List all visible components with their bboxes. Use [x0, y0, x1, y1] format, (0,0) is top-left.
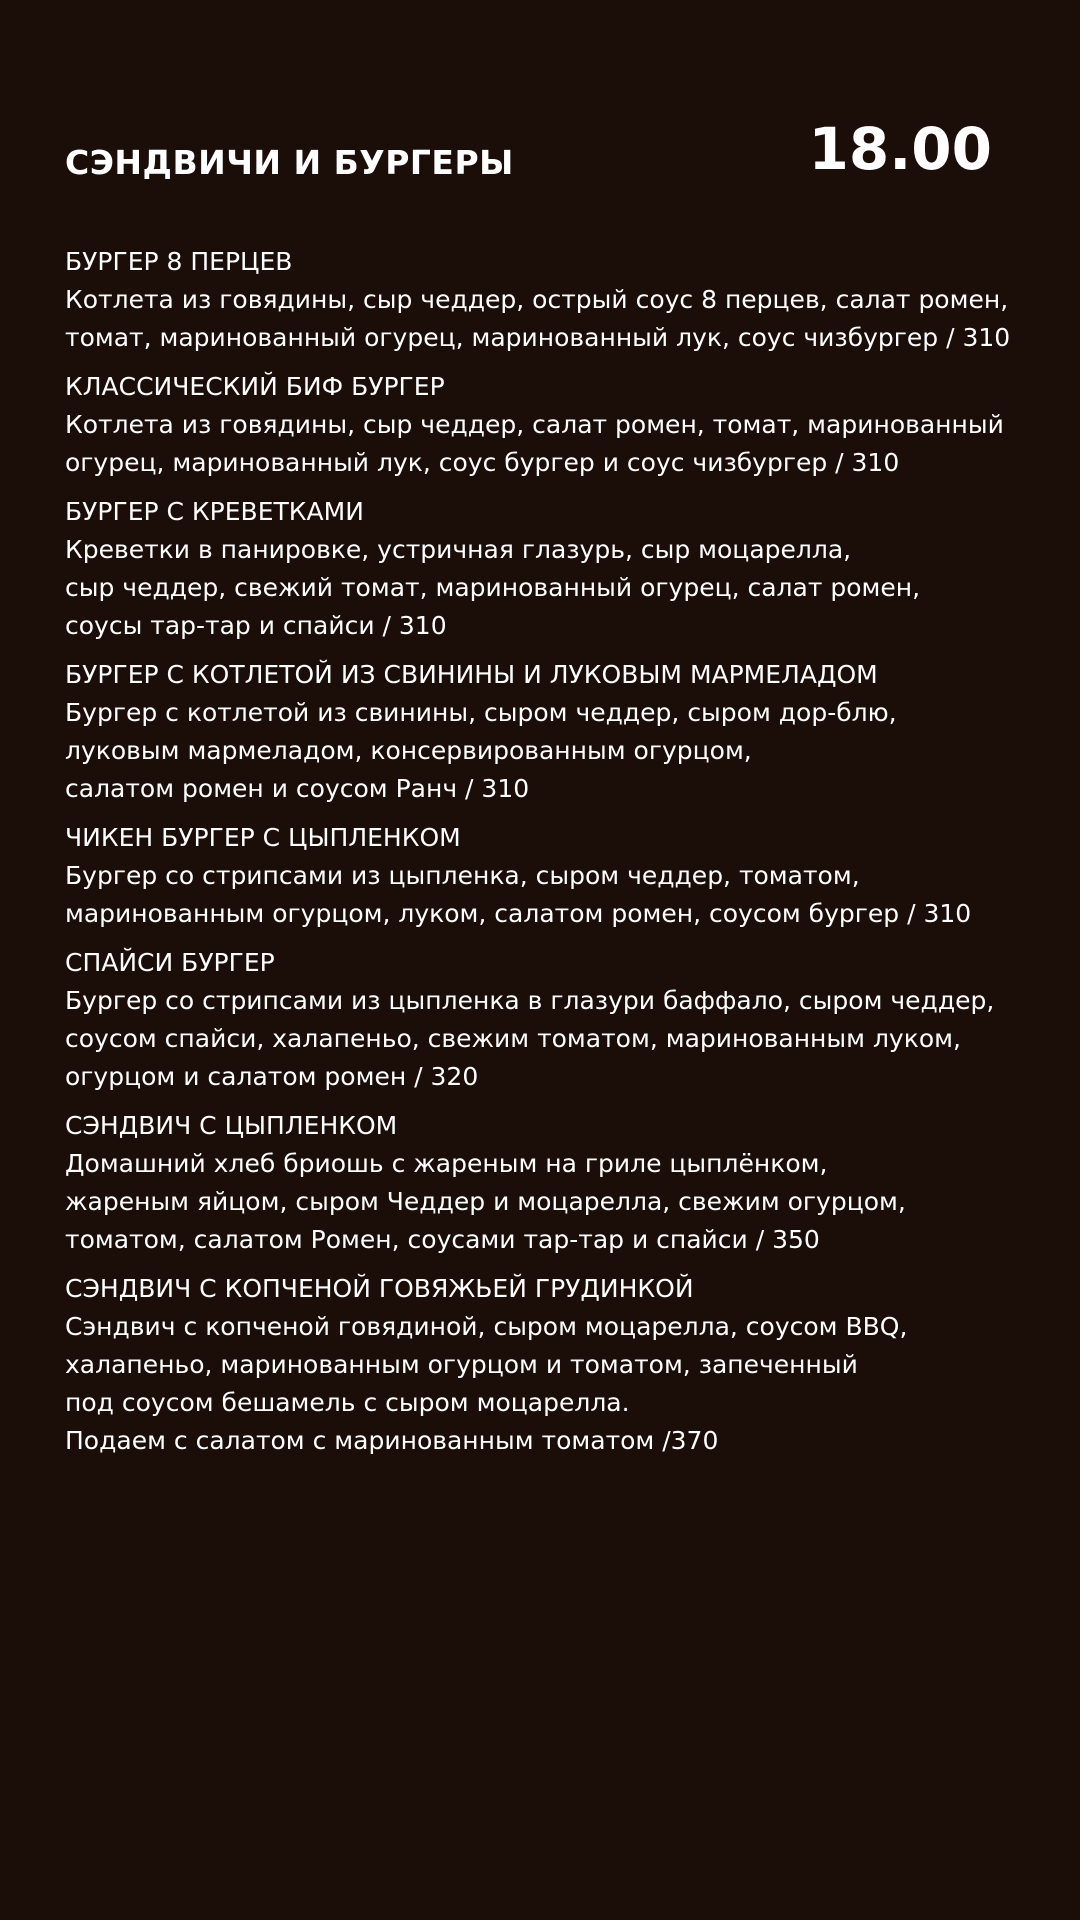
description-line: соусы тар-тар и спайси / 310: [65, 611, 447, 640]
description-line: Котлета из говядины, сыр чеддер, острый соус 8 перцев, салат ромен,: [65, 285, 1009, 314]
description-line: луковым мармеладом, консервированным огурцом,: [65, 736, 752, 765]
description-line: томатом, салатом Ромен, соусами тар-тар и спайси / 350: [65, 1225, 820, 1254]
menu-item-name: ЧИКЕН БУРГЕР С ЦЫПЛЕНКОМ: [65, 823, 461, 852]
menu-item: [65, 1270, 1025, 1460]
section-time: 18.00: [808, 115, 992, 183]
description-line: огурцом и салатом ромен / 320: [65, 1062, 479, 1091]
description-line: халапеньо, маринованным огурцом и томатом, запеченный: [65, 1350, 858, 1379]
menu-item-name: КЛАССИЧЕСКИЙ БИФ БУРГЕР: [65, 372, 445, 401]
description-line: Подаем с салатом с маринованным томатом /370: [65, 1426, 719, 1455]
menu-item-description: [65, 694, 1025, 808]
description-line: Домашний хлеб бриошь с жареным на гриле цыплёнком,: [65, 1149, 828, 1178]
menu-list: [65, 243, 1025, 1471]
description-line: сыр чеддер, свежий томат, маринованный огурец, салат ромен,: [65, 573, 921, 602]
description-line: Сэндвич с копченой говядиной, сыром моцарелла, соусом BBQ,: [65, 1312, 908, 1341]
description-line: огурец, маринованный лук, соус бургер и соус чизбургер / 310: [65, 448, 900, 477]
description-line: Котлета из говядины, сыр чеддер, салат ромен, томат, маринованный: [65, 410, 1004, 439]
menu-item: [65, 493, 1025, 645]
description-line: Креветки в панировке, устричная глазурь, сыр моцарелла,: [65, 535, 852, 564]
menu-item-name: СЭНДВИЧ С ЦЫПЛЕНКОМ: [65, 1111, 398, 1140]
menu-item: [65, 368, 1025, 482]
menu-header: [65, 115, 992, 200]
menu-item: [65, 656, 1025, 808]
description-line: Бургер с котлетой из свинины, сыром чеддер, сыром дор-блю,: [65, 698, 897, 727]
description-line: жареным яйцом, сыром Чеддер и моцарелла, свежим огурцом,: [65, 1187, 906, 1216]
description-line: Бургер со стрипсами из цыпленка в глазури баффало, сыром чеддер,: [65, 986, 995, 1015]
description-line: соусом спайси, халапеньо, свежим томатом, маринованным луком,: [65, 1024, 961, 1053]
menu-item-name: БУРГЕР 8 ПЕРЦЕВ: [65, 247, 293, 276]
menu-item: [65, 1107, 1025, 1259]
menu-item-name: СЭНДВИЧ С КОПЧЕНОЙ ГОВЯЖЬЕЙ ГРУДИНКОЙ: [65, 1274, 694, 1303]
menu-item-name: БУРГЕР С КОТЛЕТОЙ ИЗ СВИНИНЫ И ЛУКОВЫМ МАРМЕЛАДОМ: [65, 660, 878, 689]
description-line: маринованным огурцом, луком, салатом ромен, соусом бургер / 310: [65, 899, 972, 928]
menu-item-description: [65, 1308, 1025, 1460]
section-title: СЭНДВИЧИ И БУРГЕРЫ: [65, 143, 514, 182]
menu-item: [65, 243, 1025, 357]
menu-item-description: [65, 1145, 1025, 1259]
menu-item-description: [65, 531, 1025, 645]
description-line: под соусом бешамель с сыром моцарелла.: [65, 1388, 630, 1417]
description-line: томат, маринованный огурец, маринованный лук, соус чизбургер / 310: [65, 323, 1011, 352]
menu-item: [65, 819, 1025, 933]
menu-item-name: СПАЙСИ БУРГЕР: [65, 948, 275, 977]
menu-item-description: [65, 982, 1025, 1096]
menu-item-description: [65, 857, 1025, 933]
menu-item-name: БУРГЕР С КРЕВЕТКАМИ: [65, 497, 364, 526]
menu-item-description: [65, 406, 1025, 482]
description-line: салатом ромен и соусом Ранч / 310: [65, 774, 530, 803]
menu-item: [65, 944, 1025, 1096]
menu-item-description: [65, 281, 1025, 357]
description-line: Бургер со стрипсами из цыпленка, сыром чеддер, томатом,: [65, 861, 860, 890]
